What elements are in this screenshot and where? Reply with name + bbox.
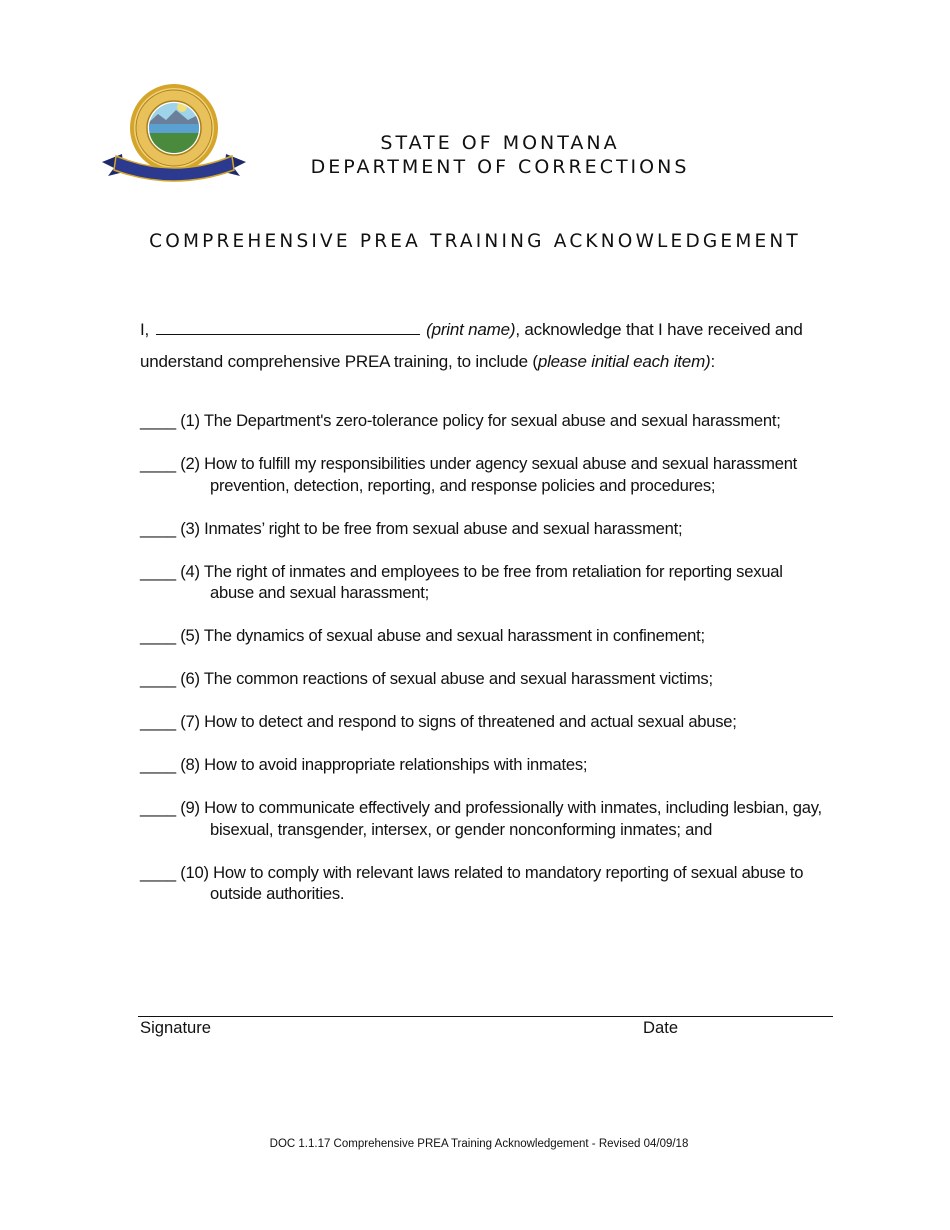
training-item-10[interactable]: ____ (10) How to comply with relevant laws related to mandatory reporting of sexual abuse to outside authorities. [140, 862, 804, 903]
training-item-9[interactable]: ____ (9) How to communicate effectively and professionally with inmates, including lesbian, gay, bisexual, transgender, intersex, or gender nonconforming inmates; and [140, 798, 822, 839]
header-department: DEPARTMENT OF CORRECTIONS [310, 156, 690, 178]
print-name-hint: (print name) [426, 320, 516, 339]
training-item-2[interactable]: ____ (2) How to fulfill my responsibilities under agency sexual abuse and sexual harassment prevention, detection, reporting, and response policies and procedures; [140, 454, 798, 495]
signature-label: Signature [140, 1018, 212, 1037]
training-item-7[interactable]: ____ (7) How to detect and respond to signs of threatened and actual sexual abuse; [140, 712, 737, 731]
intro-text-1: , acknowledge that I have received and understand comprehensive PREA training, to include ( [140, 320, 803, 371]
training-items-list [140, 410, 830, 926]
intro-paragraph [140, 314, 840, 378]
training-item-3[interactable]: ____ (3) Inmates’ right to be free from sexual abuse and sexual harassment; [140, 518, 683, 538]
training-item-6[interactable]: ____ (6) The common reactions of sexual abuse and sexual harassment victims; [140, 669, 713, 688]
training-item-1[interactable]: ____ (1) The Department's zero-tolerance policy for sexual abuse and sexual harassment; [140, 411, 781, 430]
form-footer: DOC 1.1.17 Comprehensive PREA Training Acknowledgement - Revised 04/09/18 [269, 1138, 689, 1150]
intro-text-2: : [710, 352, 716, 371]
training-item-5[interactable]: ____ (5) The dynamics of sexual abuse and sexual harassment in confinement; [140, 626, 705, 645]
initial-hint: please initial each item) [537, 352, 711, 371]
date-label: Date [643, 1018, 679, 1037]
intro-prefix: I, [140, 320, 150, 339]
signature-date-line[interactable] [138, 1016, 833, 1017]
training-item-8[interactable]: ____ (8) How to avoid inappropriate relationships with inmates; [140, 755, 588, 774]
header-state: STATE OF MONTANA [380, 132, 620, 154]
print-name-field[interactable] [156, 318, 420, 335]
training-item-4[interactable]: ____ (4) The right of inmates and employees to be free from retaliation for reporting sexual abuse and sexual harassment; [140, 561, 783, 602]
form-title: COMPREHENSIVE PREA TRAINING ACKNOWLEDGEMENT [149, 231, 801, 252]
